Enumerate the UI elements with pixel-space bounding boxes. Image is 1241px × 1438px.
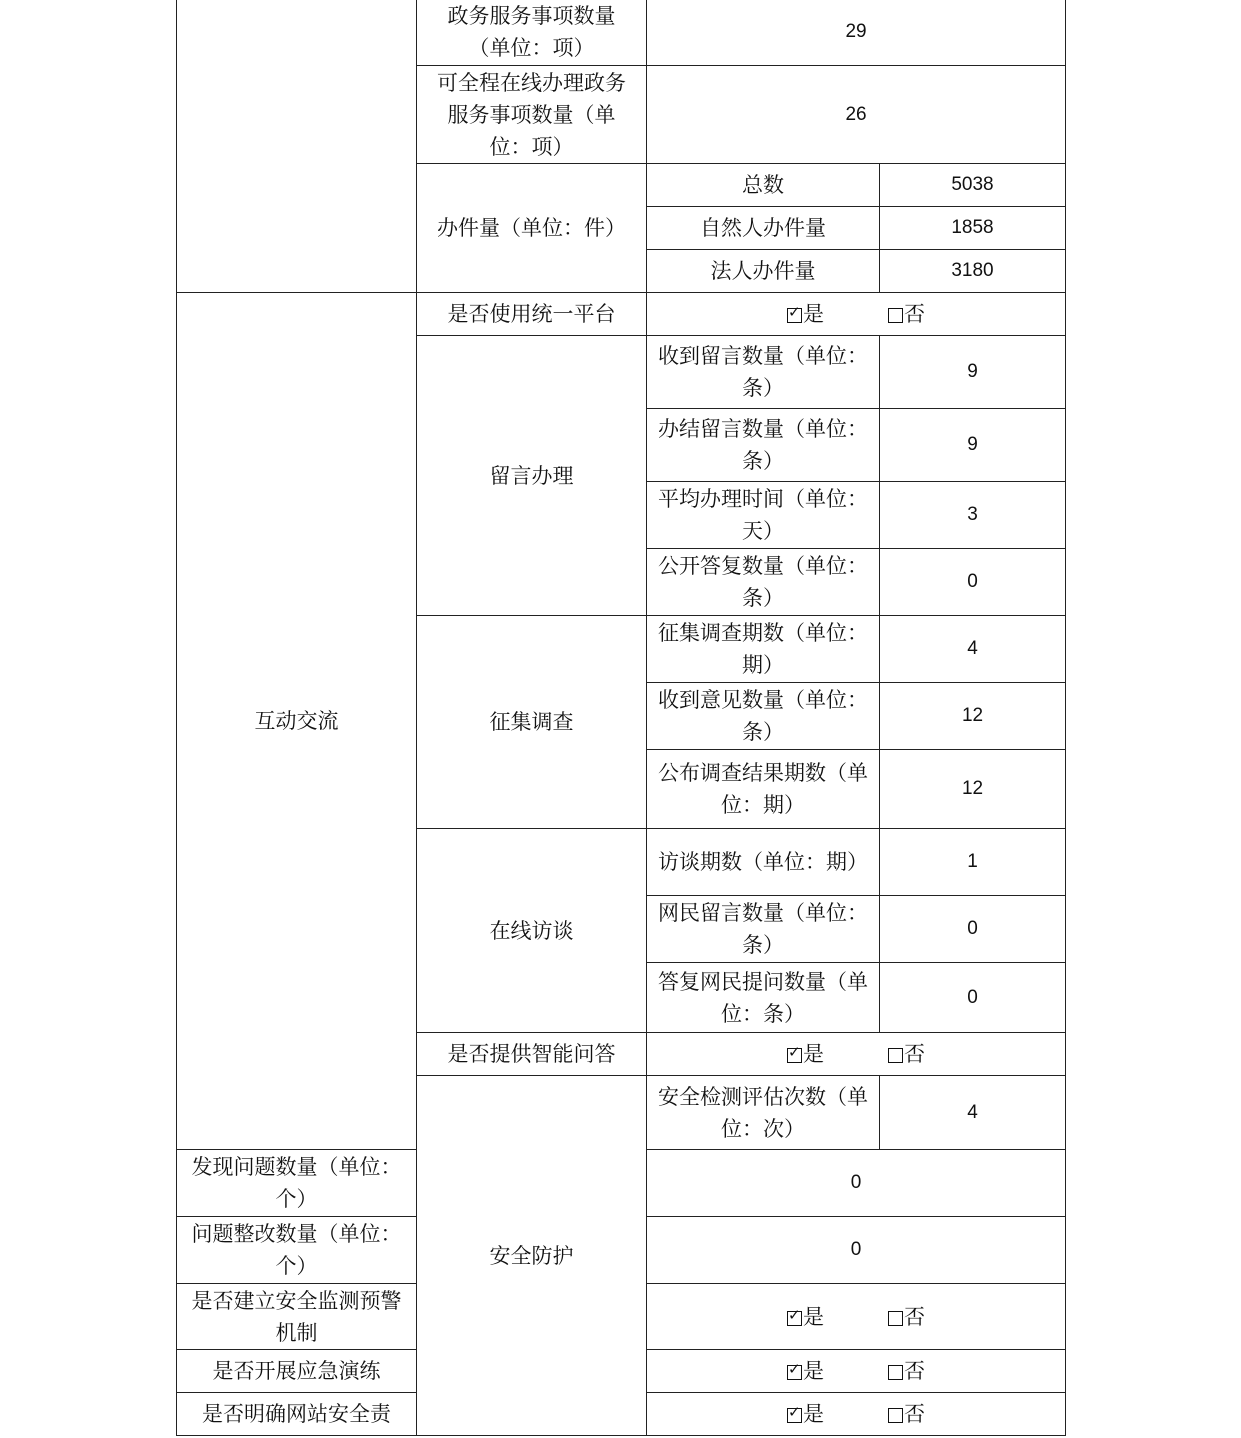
yes-label: 是 <box>803 302 824 326</box>
unified-platform-choice <box>647 293 1066 336</box>
yes-label: 是 <box>803 1402 824 1426</box>
avg-time-value: 3 <box>880 482 1066 549</box>
unchecked-checkbox-icon[interactable] <box>888 1408 903 1423</box>
unchecked-checkbox-icon[interactable] <box>888 1311 903 1326</box>
netizen-messages-label: 网民留言数量（单位：条） <box>647 896 880 963</box>
monitoring-choice <box>647 1284 1066 1350</box>
interview-periods-label: 访谈期数（单位：期） <box>647 829 880 896</box>
total-label: 总数 <box>647 164 880 207</box>
interview-title: 在线访谈 <box>417 829 647 1033</box>
avg-time-label: 平均办理时间（单位：天） <box>647 482 880 549</box>
no-label: 否 <box>904 1359 925 1383</box>
unchecked-checkbox-icon[interactable] <box>888 308 903 323</box>
no-label: 否 <box>904 1042 925 1066</box>
checked-checkbox-icon[interactable]: ✓ <box>788 1360 801 1378</box>
service-section-cell <box>177 0 417 293</box>
opinions-label: 收到意见数量（单位：条） <box>647 683 880 750</box>
no-label: 否 <box>904 1402 925 1426</box>
public-reply-value: 0 <box>880 549 1066 616</box>
checked-checkbox-icon[interactable]: ✓ <box>788 1043 801 1061</box>
completed-messages-label: 办结留言数量（单位：条） <box>647 409 880 482</box>
issues-found-label: 发现问题数量（单位：个） <box>177 1150 417 1217</box>
answers-value: 0 <box>880 963 1066 1033</box>
unchecked-checkbox-icon[interactable] <box>888 1048 903 1063</box>
issues-fixed-value: 0 <box>647 1217 1066 1284</box>
security-section-title: 安全防护 <box>417 1076 647 1436</box>
issues-fixed-label: 问题整改数量（单位：个） <box>177 1217 417 1284</box>
responsibility-choice <box>647 1393 1066 1436</box>
checked-checkbox-icon[interactable]: ✓ <box>788 1403 801 1421</box>
volume-label: 办件量（单位：件） <box>417 164 647 293</box>
drill-label: 是否开展应急演练 <box>177 1350 417 1393</box>
monitoring-label: 是否建立安全监测预警机制 <box>177 1284 417 1350</box>
survey-results-label: 公布调查结果期数（单位：期） <box>647 750 880 829</box>
service-items-value: 29 <box>647 0 1066 66</box>
interaction-section-title: 互动交流 <box>177 293 417 1150</box>
total-value: 5038 <box>880 164 1066 207</box>
received-messages-value: 9 <box>880 336 1066 409</box>
survey-results-value: 12 <box>880 750 1066 829</box>
online-items-value: 26 <box>647 66 1066 164</box>
legal-label: 法人办件量 <box>647 250 880 293</box>
public-reply-label: 公开答复数量（单位：条） <box>647 549 880 616</box>
drill-choice <box>647 1350 1066 1393</box>
assessments-label: 安全检测评估次数（单位：次） <box>647 1076 880 1150</box>
answers-label: 答复网民提问数量（单位：条） <box>647 963 880 1033</box>
natural-value: 1858 <box>880 207 1066 250</box>
no-label: 否 <box>904 1304 925 1329</box>
report-table <box>176 0 1066 1436</box>
checked-checkbox-icon[interactable]: ✓ <box>788 303 801 321</box>
legal-value: 3180 <box>880 250 1066 293</box>
unified-platform-label: 是否使用统一平台 <box>417 293 647 336</box>
yes-label: 是 <box>803 1304 824 1329</box>
service-items-label: 政务服务事项数量（单位：项） <box>417 0 647 66</box>
yes-label: 是 <box>803 1359 824 1383</box>
netizen-messages-value: 0 <box>880 896 1066 963</box>
message-handling-title: 留言办理 <box>417 336 647 616</box>
online-items-label: 可全程在线办理政务服务事项数量（单位：项） <box>417 66 647 164</box>
assessments-value: 4 <box>880 1076 1066 1150</box>
completed-messages-value: 9 <box>880 409 1066 482</box>
opinions-value: 12 <box>880 683 1066 750</box>
survey-periods-value: 4 <box>880 616 1066 683</box>
survey-title: 征集调查 <box>417 616 647 829</box>
responsibility-label: 是否明确网站安全责 <box>177 1393 417 1436</box>
yes-label: 是 <box>803 1042 824 1066</box>
received-messages-label: 收到留言数量（单位：条） <box>647 336 880 409</box>
checked-checkbox-icon[interactable]: ✓ <box>788 1305 801 1324</box>
issues-found-value: 0 <box>647 1150 1066 1217</box>
smart-qa-label: 是否提供智能问答 <box>417 1033 647 1076</box>
natural-label: 自然人办件量 <box>647 207 880 250</box>
unchecked-checkbox-icon[interactable] <box>888 1365 903 1380</box>
interview-periods-value: 1 <box>880 829 1066 896</box>
no-label: 否 <box>904 302 925 326</box>
survey-periods-label: 征集调查期数（单位：期） <box>647 616 880 683</box>
smart-qa-choice <box>647 1033 1066 1076</box>
